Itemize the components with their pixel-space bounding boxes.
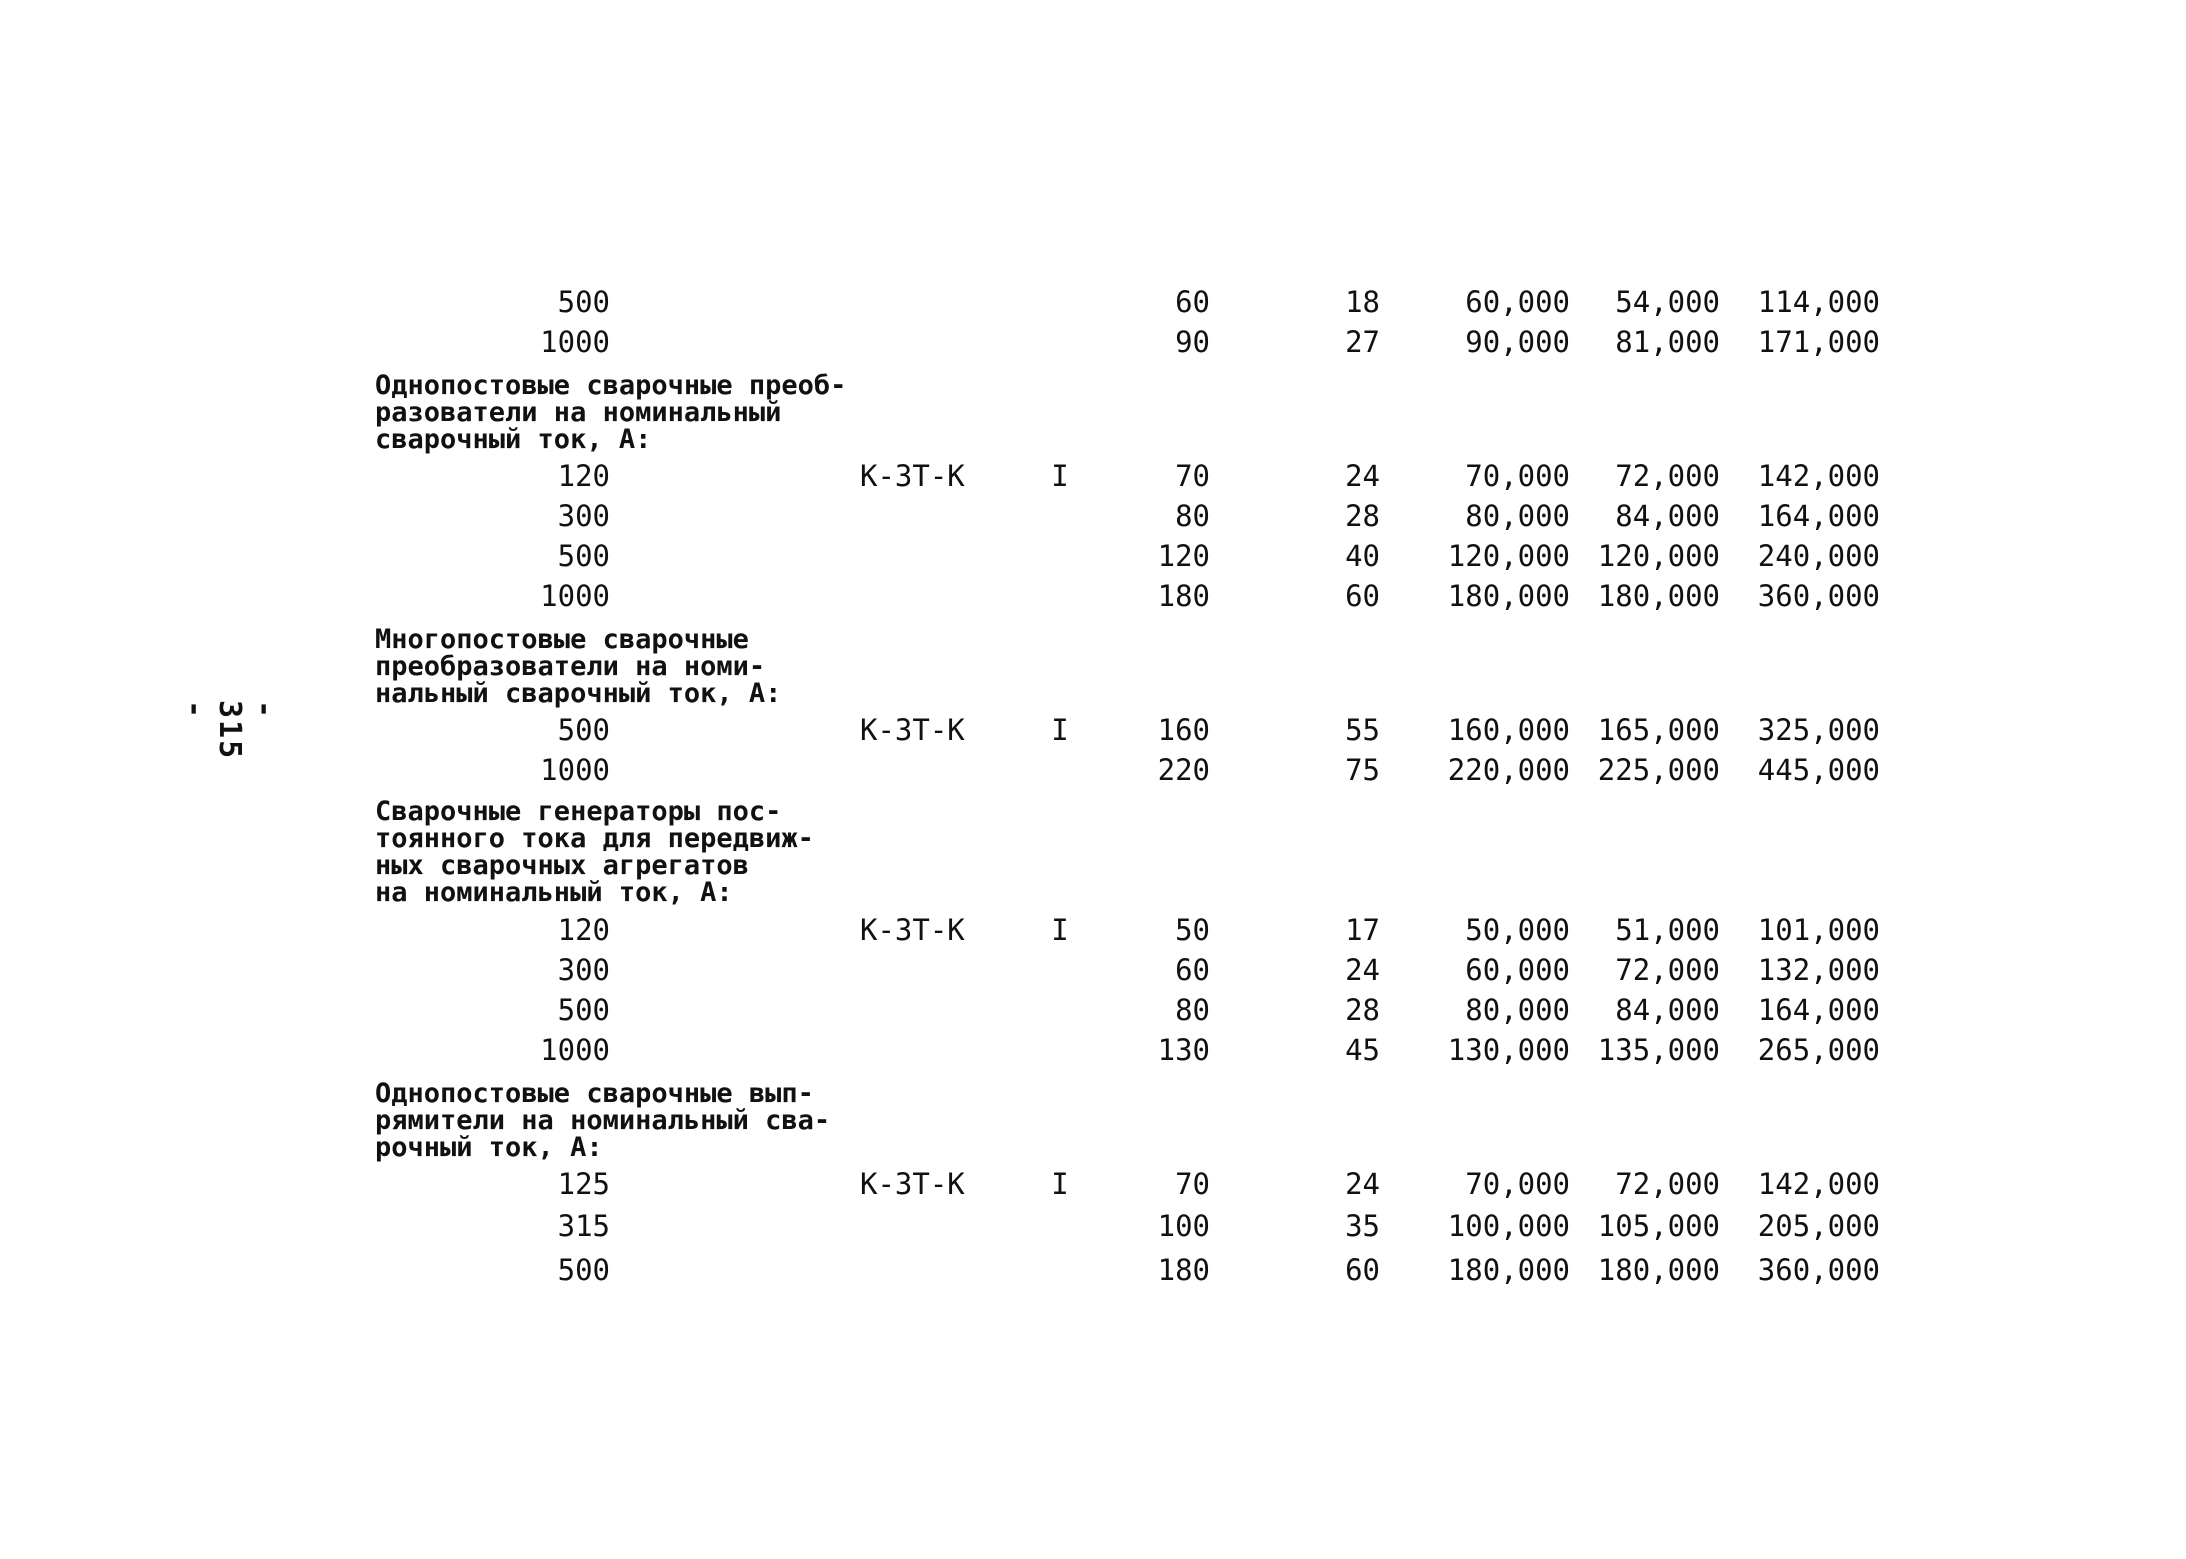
value-cell: 60,000	[1465, 953, 1570, 987]
table-row	[0, 710, 2186, 750]
value-cell: 84,000	[1615, 499, 1720, 533]
value-cell: 180,000	[1447, 1253, 1570, 1287]
value-cell: 142,000	[1757, 459, 1880, 493]
value-cell: 90,000	[1465, 325, 1570, 359]
value-cell: 81,000	[1615, 325, 1720, 359]
table-row	[0, 950, 2186, 990]
category-cell: I	[1051, 1167, 1069, 1201]
table-row	[0, 322, 2186, 362]
rating-cell: 500	[557, 713, 610, 747]
value-cell: 60	[1345, 1253, 1380, 1287]
value-cell: 265,000	[1757, 1033, 1880, 1067]
value-cell: 164,000	[1757, 499, 1880, 533]
value-cell: 18	[1345, 285, 1380, 319]
value-cell: 75	[1345, 753, 1380, 787]
value-cell: 70	[1175, 1167, 1210, 1201]
value-cell: 40	[1345, 539, 1380, 573]
value-cell: 180,000	[1597, 1253, 1720, 1287]
table-row	[0, 1164, 2186, 1204]
rating-cell: 300	[557, 499, 610, 533]
value-cell: 135,000	[1597, 1033, 1720, 1067]
rating-cell: 120	[557, 913, 610, 947]
value-cell: 80,000	[1465, 993, 1570, 1027]
value-cell: 180	[1157, 1253, 1210, 1287]
value-cell: 132,000	[1757, 953, 1880, 987]
rating-cell: 315	[557, 1209, 610, 1243]
value-cell: 180,000	[1447, 579, 1570, 613]
value-cell: 120,000	[1597, 539, 1720, 573]
category-cell: I	[1051, 459, 1069, 493]
section-heading: Однопостовые сварочные вып- рямители на номинальный сва- рочный ток, А:	[375, 1078, 831, 1163]
value-cell: 160	[1157, 713, 1210, 747]
rating-cell: 1000	[540, 1033, 610, 1067]
value-cell: 180,000	[1597, 579, 1720, 613]
value-cell: 105,000	[1597, 1209, 1720, 1243]
value-cell: 60	[1345, 579, 1380, 613]
code-cell: К-3Т-К	[860, 459, 965, 493]
value-cell: 55	[1345, 713, 1380, 747]
rating-cell: 125	[557, 1167, 610, 1201]
value-cell: 445,000	[1757, 753, 1880, 787]
value-cell: 60,000	[1465, 285, 1570, 319]
rating-cell: 300	[557, 953, 610, 987]
value-cell: 101,000	[1757, 913, 1880, 947]
value-cell: 24	[1345, 1167, 1380, 1201]
table-row	[0, 1206, 2186, 1246]
value-cell: 120,000	[1447, 539, 1570, 573]
table-row	[0, 536, 2186, 576]
table-row	[0, 1250, 2186, 1290]
rating-cell: 120	[557, 459, 610, 493]
value-cell: 72,000	[1615, 953, 1720, 987]
rating-cell: 500	[557, 993, 610, 1027]
value-cell: 164,000	[1757, 993, 1880, 1027]
rating-cell: 500	[557, 1253, 610, 1287]
value-cell: 27	[1345, 325, 1380, 359]
value-cell: 360,000	[1757, 579, 1880, 613]
value-cell: 80	[1175, 499, 1210, 533]
value-cell: 35	[1345, 1209, 1380, 1243]
table-row	[0, 910, 2186, 950]
table-row	[0, 990, 2186, 1030]
value-cell: 24	[1345, 459, 1380, 493]
value-cell: 205,000	[1757, 1209, 1880, 1243]
category-cell: I	[1051, 713, 1069, 747]
value-cell: 220,000	[1447, 753, 1570, 787]
rating-cell: 1000	[540, 579, 610, 613]
value-cell: 360,000	[1757, 1253, 1880, 1287]
value-cell: 90	[1175, 325, 1210, 359]
page-number: - 315 -	[177, 700, 282, 761]
value-cell: 60	[1175, 953, 1210, 987]
code-cell: К-3Т-К	[860, 1167, 965, 1201]
table-row	[0, 750, 2186, 790]
value-cell: 325,000	[1757, 713, 1880, 747]
rating-cell: 1000	[540, 325, 610, 359]
code-cell: К-3Т-К	[860, 713, 965, 747]
value-cell: 142,000	[1757, 1167, 1880, 1201]
value-cell: 171,000	[1757, 325, 1880, 359]
value-cell: 50,000	[1465, 913, 1570, 947]
value-cell: 165,000	[1597, 713, 1720, 747]
value-cell: 24	[1345, 953, 1380, 987]
value-cell: 70,000	[1465, 459, 1570, 493]
value-cell: 72,000	[1615, 459, 1720, 493]
value-cell: 120	[1157, 539, 1210, 573]
value-cell: 80	[1175, 993, 1210, 1027]
rating-cell: 1000	[540, 753, 610, 787]
value-cell: 100,000	[1447, 1209, 1570, 1243]
value-cell: 180	[1157, 579, 1210, 613]
value-cell: 114,000	[1757, 285, 1880, 319]
table-row	[0, 576, 2186, 616]
code-cell: К-3Т-К	[860, 913, 965, 947]
value-cell: 17	[1345, 913, 1380, 947]
section-heading: Однопостовые сварочные преоб- разователи на номинальный сварочный ток, А:	[375, 370, 847, 455]
value-cell: 28	[1345, 993, 1380, 1027]
table-row	[0, 282, 2186, 322]
value-cell: 28	[1345, 499, 1380, 533]
value-cell: 54,000	[1615, 285, 1720, 319]
value-cell: 100	[1157, 1209, 1210, 1243]
section-heading: Многопостовые сварочные преобразователи на номи- нальный сварочный ток, А:	[375, 624, 782, 709]
table-row	[0, 496, 2186, 536]
category-cell: I	[1051, 913, 1069, 947]
value-cell: 50	[1175, 913, 1210, 947]
value-cell: 51,000	[1615, 913, 1720, 947]
value-cell: 240,000	[1757, 539, 1880, 573]
value-cell: 220	[1157, 753, 1210, 787]
value-cell: 84,000	[1615, 993, 1720, 1027]
value-cell: 45	[1345, 1033, 1380, 1067]
rating-cell: 500	[557, 285, 610, 319]
value-cell: 80,000	[1465, 499, 1570, 533]
table-row	[0, 1030, 2186, 1070]
value-cell: 60	[1175, 285, 1210, 319]
table-row	[0, 456, 2186, 496]
rating-cell: 500	[557, 539, 610, 573]
value-cell: 70	[1175, 459, 1210, 493]
section-heading: Сварочные генераторы пос- тоянного тока для передвиж- ных сварочных агрегатов на номинальный ток, А:	[375, 796, 814, 908]
value-cell: 72,000	[1615, 1167, 1720, 1201]
value-cell: 130	[1157, 1033, 1210, 1067]
value-cell: 160,000	[1447, 713, 1570, 747]
value-cell: 225,000	[1597, 753, 1720, 787]
value-cell: 130,000	[1447, 1033, 1570, 1067]
value-cell: 70,000	[1465, 1167, 1570, 1201]
